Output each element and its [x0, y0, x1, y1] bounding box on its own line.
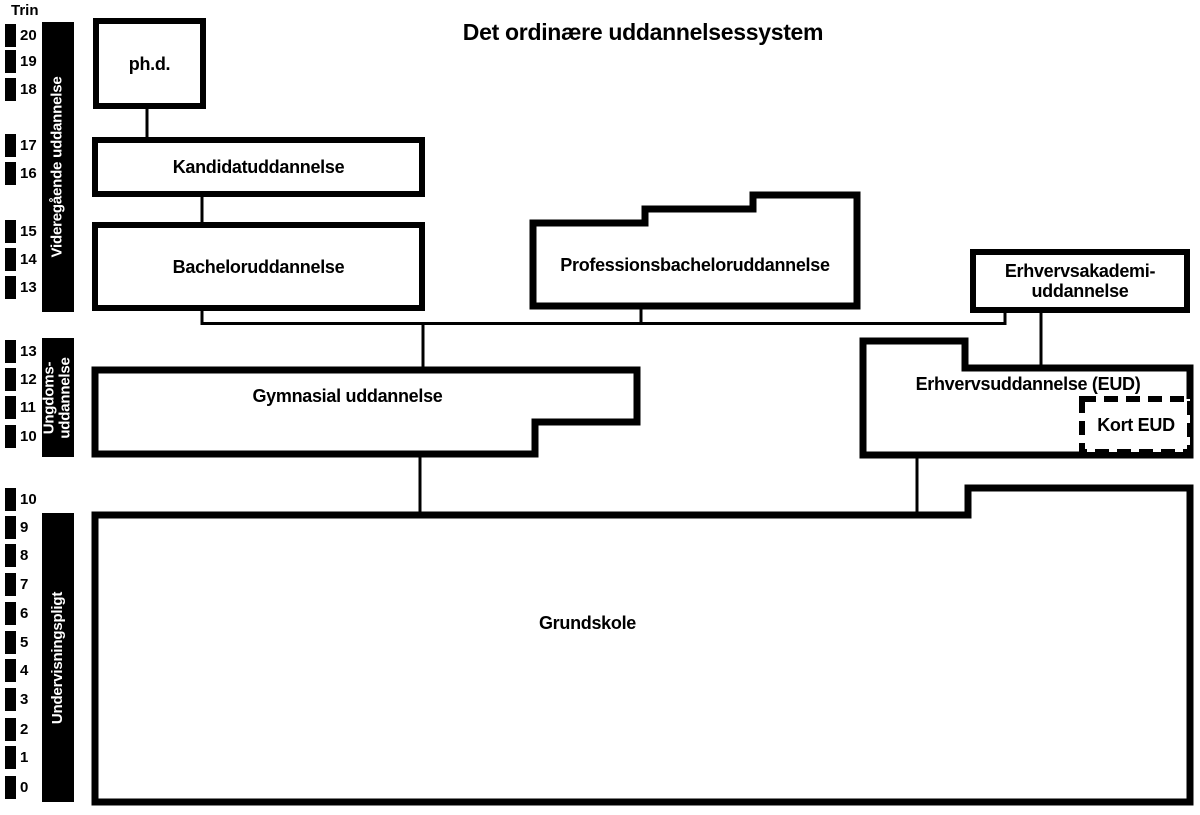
trin-tick-17 [5, 134, 37, 157]
tick-label: 1 [20, 749, 29, 766]
tick-mark [5, 573, 16, 596]
trin-tick-3 [5, 688, 28, 711]
trin-tick-11 [5, 396, 36, 419]
tick-mark [5, 718, 16, 741]
tick-mark [5, 688, 16, 711]
kort-eud-label: Kort EUD [1097, 414, 1175, 435]
tick-mark [5, 276, 16, 299]
profbachelor-box-shape [533, 195, 857, 306]
trin-tick-6 [5, 602, 28, 625]
tick-mark [5, 134, 16, 157]
grundskole-label: Grundskole [538, 612, 637, 633]
kort-eud-dashed-box-shape [1082, 399, 1190, 452]
tick-label: 12 [20, 371, 37, 388]
section-bar-ungdomsuddannelse [42, 338, 74, 457]
trin-tick-13 [5, 276, 37, 299]
erhvervsakademi-label-line1: Erhvervsakademi- [1004, 261, 1156, 281]
gymnasial-label: Gymnasial uddannelse [252, 385, 443, 406]
tick-label: 18 [20, 81, 37, 98]
tick-mark [5, 24, 16, 47]
profbachelor-label: Professionsbacheloruddannelse [560, 254, 830, 275]
section-bar-undervisningspligt [42, 513, 74, 802]
trin-tick-9 [5, 516, 28, 539]
tick-label: 2 [20, 721, 29, 738]
tick-mark [5, 488, 16, 511]
tick-mark [5, 746, 16, 769]
phd-box [93, 18, 206, 109]
kandidat-box [92, 137, 425, 197]
tick-mark [5, 516, 16, 539]
tick-mark [5, 396, 16, 419]
gymnasial-box-shape [95, 370, 637, 454]
tick-label: 7 [20, 576, 29, 593]
tick-mark [5, 220, 16, 243]
trin-tick-2 [5, 718, 28, 741]
trin-tick-12 [5, 368, 37, 391]
trin-tick-0 [5, 776, 28, 799]
tick-mark [5, 602, 16, 625]
section-label-undervisningspligt: Undervisningspligt [49, 591, 66, 724]
tick-label: 5 [20, 634, 29, 651]
trin-tick-10b [5, 488, 37, 511]
kandidat-label: Kandidatuddannelse [172, 157, 345, 177]
trin-tick-16 [5, 162, 37, 185]
trin-tick-7 [5, 573, 28, 596]
trin-tick-13b [5, 340, 37, 363]
tick-label: 15 [20, 223, 37, 240]
tick-label: 14 [20, 251, 37, 268]
tick-label: 3 [20, 691, 29, 708]
tick-label: 13 [20, 279, 37, 296]
tick-label: 9 [20, 519, 29, 536]
tick-label: 6 [20, 605, 29, 622]
tick-label: 11 [20, 399, 36, 416]
tick-label: 8 [20, 547, 29, 564]
tick-mark [5, 425, 16, 448]
tick-label: 17 [20, 137, 37, 154]
trin-tick-15 [5, 220, 37, 243]
tick-label: 0 [20, 779, 29, 796]
tick-mark [5, 631, 16, 654]
trin-tick-20 [5, 24, 37, 47]
section-bar-videregaende [42, 22, 74, 312]
trin-tick-4 [5, 659, 28, 682]
tick-mark [5, 162, 16, 185]
tick-mark [5, 776, 16, 799]
tick-mark [5, 50, 16, 73]
erhvervsakademi-label-line2: uddannelse [1031, 281, 1129, 301]
tick-mark [5, 248, 16, 271]
section-label-ungdomsuddannelse [42, 357, 74, 438]
tick-label: 4 [20, 662, 29, 679]
tick-label: 13 [20, 343, 37, 360]
section-label-line2: uddannelse [57, 356, 75, 439]
erhvervsakademi-box [970, 249, 1190, 313]
eud-label: Erhvervsuddannelse (EUD) [915, 373, 1141, 394]
trin-tick-1 [5, 746, 28, 769]
section-label-line1: Ungdoms- [41, 361, 59, 434]
tick-label: 16 [20, 165, 37, 182]
bachelor-label: Bacheloruddannelse [172, 256, 345, 277]
trin-axis-label: Trin [11, 2, 39, 19]
tick-label: 10 [20, 491, 37, 508]
trin-tick-18 [5, 78, 37, 101]
tick-label: 19 [20, 53, 37, 70]
trin-tick-5 [5, 631, 28, 654]
tick-mark [5, 78, 16, 101]
trin-tick-8 [5, 544, 28, 567]
tick-label: 20 [20, 27, 37, 44]
bachelor-box [92, 222, 425, 311]
trin-tick-19 [5, 50, 37, 73]
trin-tick-10 [5, 425, 37, 448]
phd-label: ph.d. [128, 53, 171, 74]
trin-tick-14 [5, 248, 37, 271]
grundskole-box-shape [95, 488, 1190, 802]
tick-mark [5, 544, 16, 567]
tick-label: 10 [20, 428, 37, 445]
tick-mark [5, 659, 16, 682]
diagram-title: Det ordinære uddannelsessystem [462, 19, 824, 45]
tick-mark [5, 368, 16, 391]
section-label-videregaende: Videregående uddannelse [49, 76, 66, 258]
tick-mark [5, 340, 16, 363]
